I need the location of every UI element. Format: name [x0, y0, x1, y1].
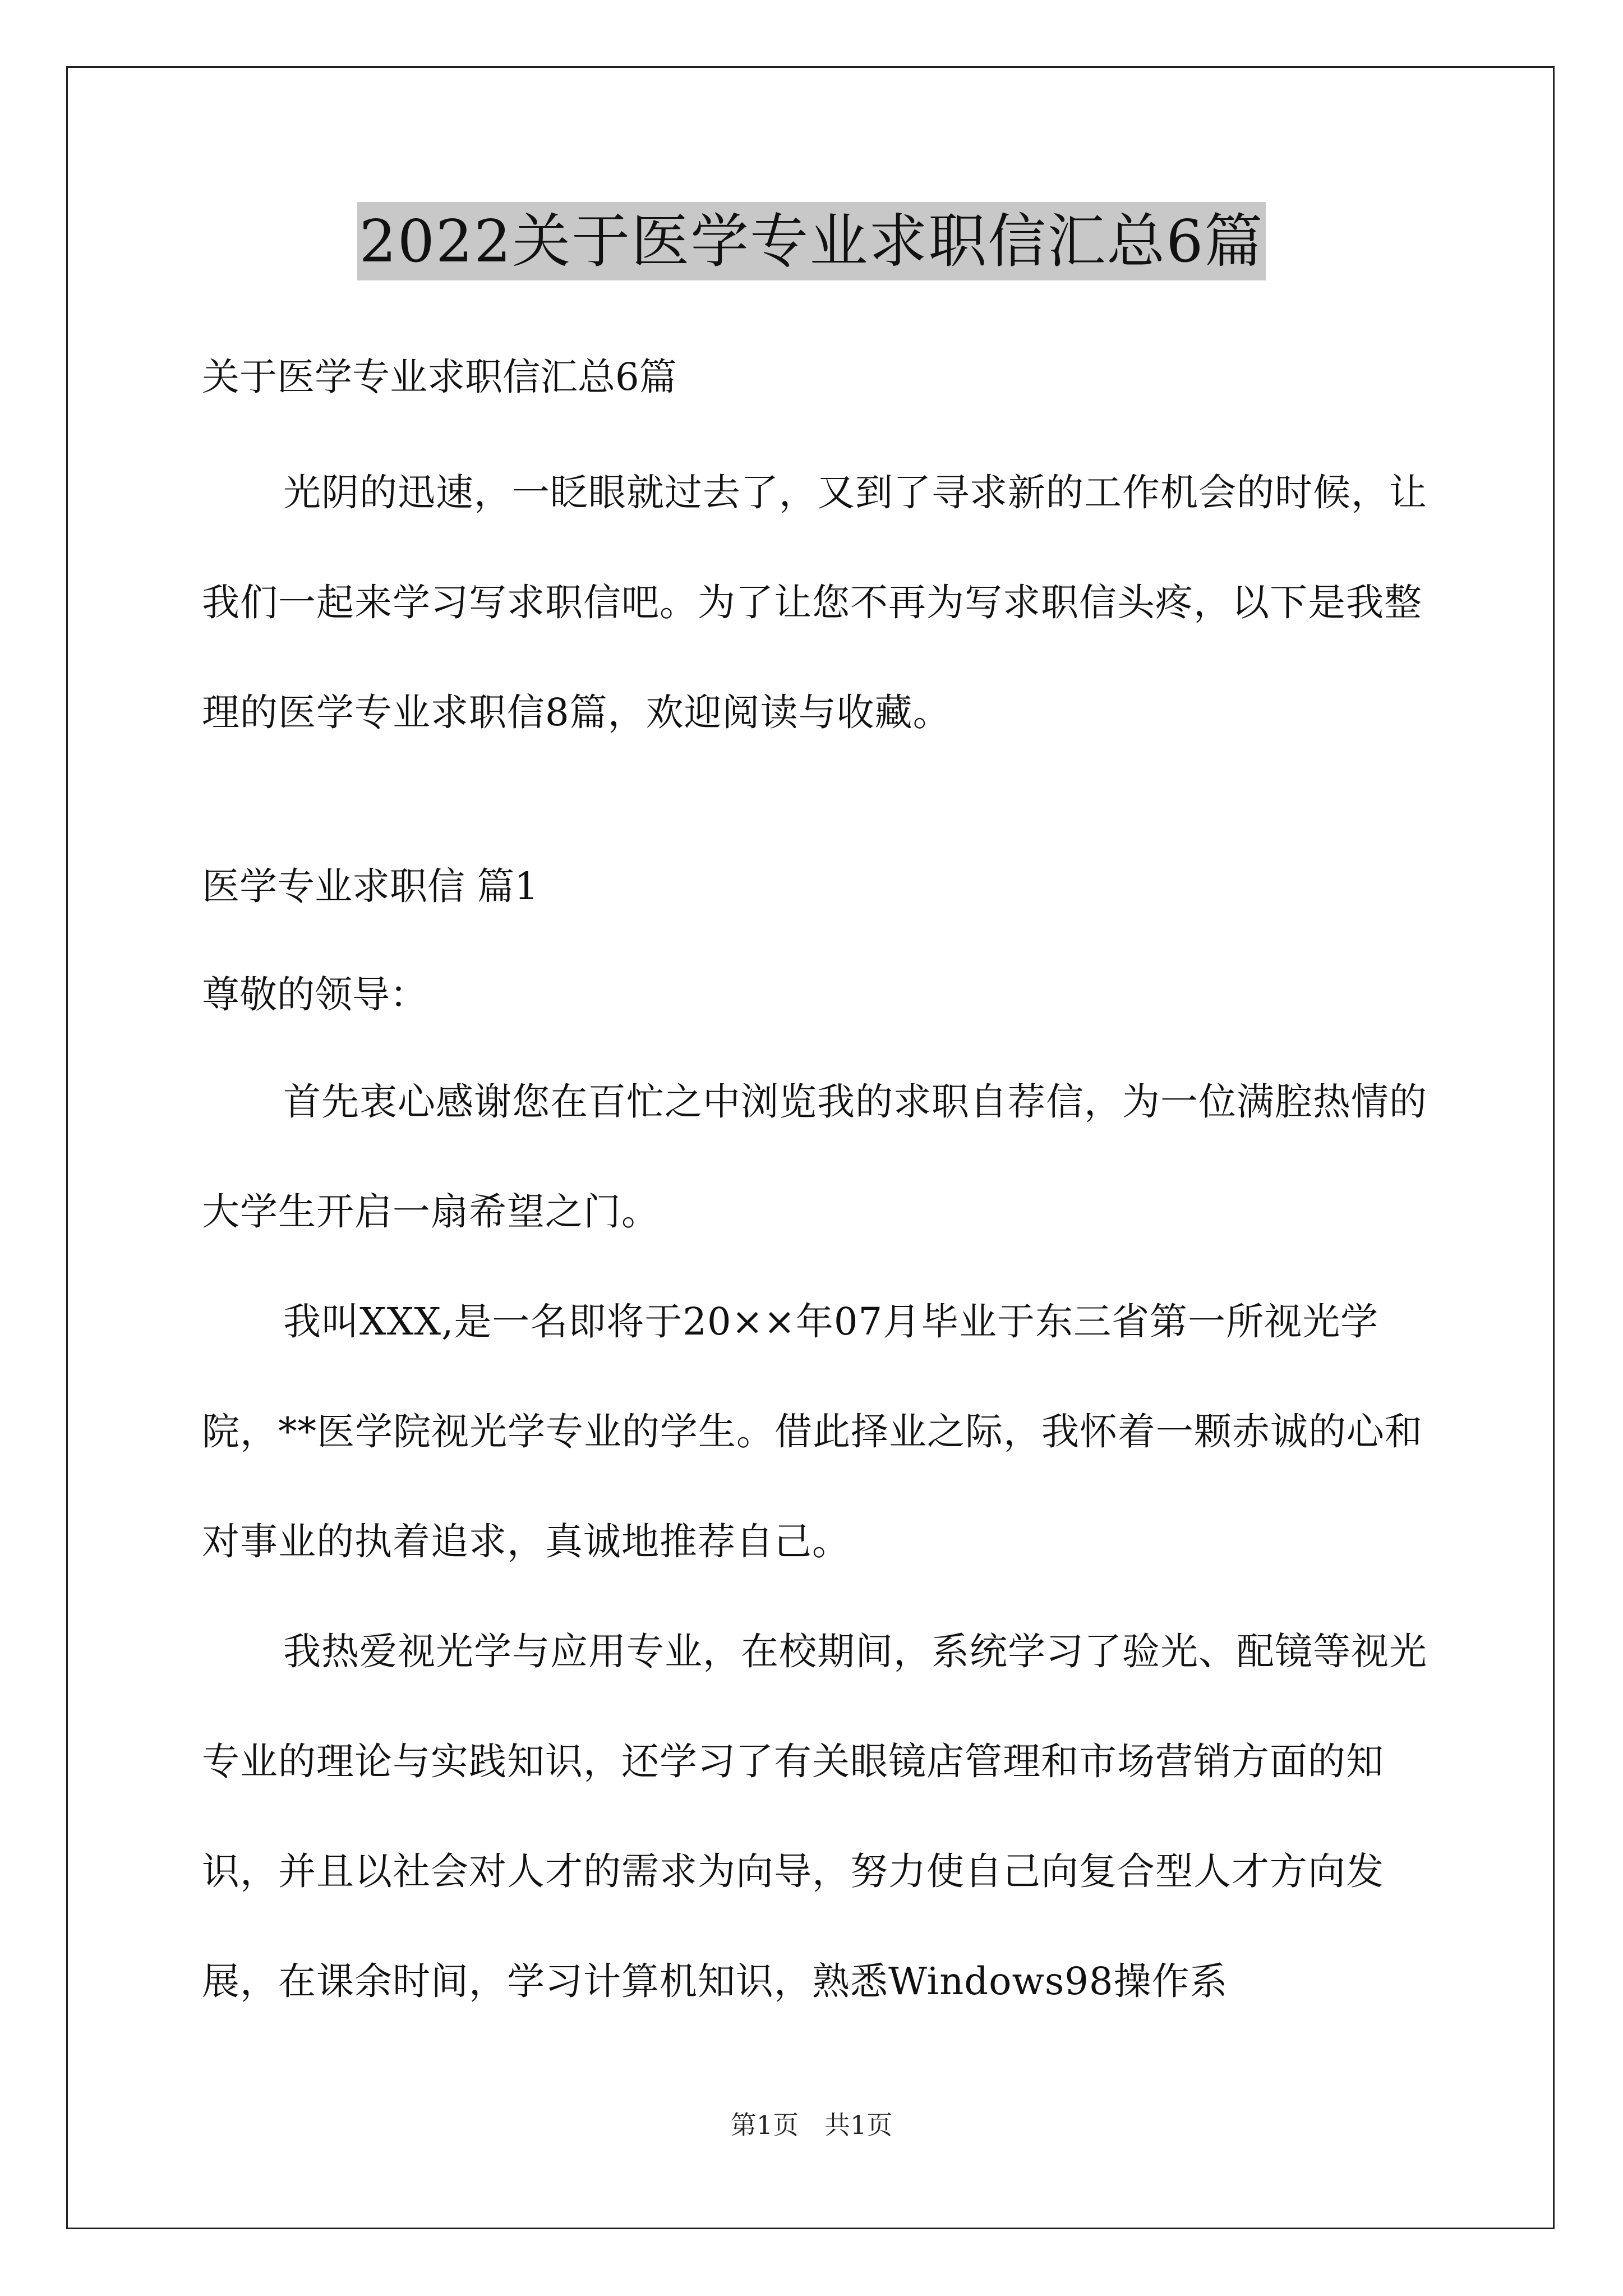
- document-subtitle: 关于医学专业求职信汇总6篇: [202, 355, 677, 399]
- intro-paragraph: 光阴的迅速，一眨眼就过去了，又到了寻求新的工作机会的时候，让我们一起来学习写求职信吧。为了让您不再为写求职信头疼，以下是我整理的医学专业求职信8篇，欢迎阅读与收藏。: [202, 471, 1427, 734]
- body-paragraph-1: 首先衷心感谢您在百忙之中浏览我的求职自荐信，为一位满腔热情的大学生开启一扇希望之门。: [202, 1080, 1427, 1234]
- body-paragraph-3: 我热爱视光学与应用专业，在校期间，系统学习了验光、配镜等视光专业的理论与实践知识，还学习了有关眼镜店管理和市场营销方面的知识，并且以社会对人才的需求为向导，努力使自己向复合型人才方向发展，在课余时间，学习计算机知识，熟悉Windows98操作系: [202, 1630, 1427, 2003]
- section-heading: 医学专业求职信 篇1: [202, 864, 538, 908]
- title-container: [0, 202, 1623, 280]
- page-footer: [0, 2105, 1623, 2142]
- page-number: 第1页 共1页: [730, 2110, 893, 2140]
- letter-greeting: 尊敬的领导：: [202, 973, 427, 1016]
- document-title: 2022关于医学专业求职信汇总6篇: [357, 202, 1266, 280]
- document-body: [202, 348, 1436, 2036]
- body-paragraph-2: 我叫XXX,是一名即将于20××年07月毕业于东三省第一所视光学院，**医学院视光学专业的学生。借此择业之际，我怀着一颗赤诚的心和对事业的执着追求，真诚地推荐自己。: [202, 1300, 1423, 1563]
